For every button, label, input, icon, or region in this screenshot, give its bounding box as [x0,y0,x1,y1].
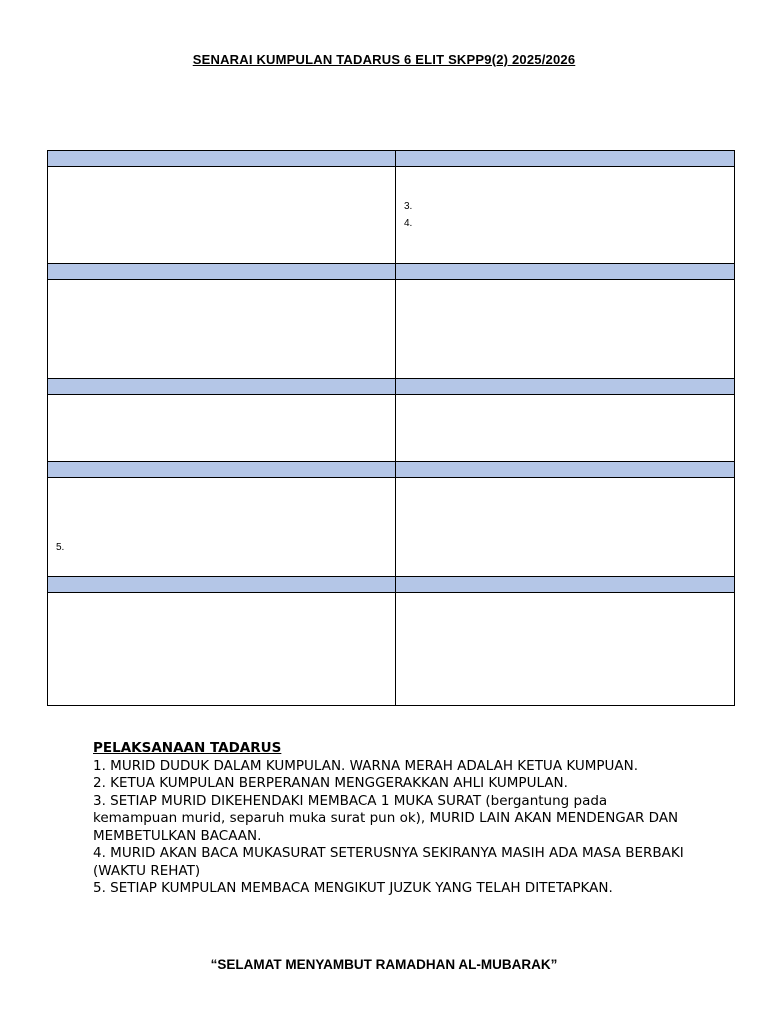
document-title: SENARAI KUMPULAN TADARUS 6 ELIT SKPP9(2) 2025/2026 [192,52,576,67]
group-body-cell [396,478,735,577]
group-header-cell [48,577,396,593]
group-body-row [48,478,735,577]
closing-greeting: “SELAMAT MENYAMBUT RAMADHAN AL-MUBARAK” [210,957,558,972]
group-header-row [48,264,735,280]
group-header-cell [48,462,396,478]
group-body-cell [396,167,735,264]
group-header-cell [48,264,396,280]
instructions-section [93,740,693,898]
group-header-row [48,151,735,167]
group-table [47,150,735,706]
group-header-cell [396,151,735,167]
group-header-row [48,577,735,593]
group-body-cell [396,280,735,379]
instructions-heading: PELAKSANAAN TADARUS [93,740,282,756]
group-body-cell [48,478,396,577]
group-body-row [48,167,735,264]
member-number: 3. [404,201,413,212]
member-number: 5. [56,542,65,553]
group-header-cell [396,462,735,478]
group-header-cell [48,379,396,395]
instruction-item: 2. KETUA KUMPULAN BERPERANAN MENGGERAKKAN AHLI KUMPULAN. [93,775,568,791]
group-header-row [48,462,735,478]
group-header-row [48,379,735,395]
member-number: 4. [404,218,413,229]
group-header-cell [48,151,396,167]
group-body-cell [48,395,396,462]
group-header-cell [396,379,735,395]
group-body-cell [396,593,735,706]
group-body-cell [48,167,396,264]
group-body-row [48,593,735,706]
group-body-cell [396,395,735,462]
instruction-item: 3. SETIAP MURID DIKEHENDAKI MEMBACA 1 MUKA SURAT (bergantung pada kemampuan murid, separuh muka surat pun ok), MURID LAIN AKAN MENDENGAR DAN MEMBETULKAN BACAAN. [93,792,679,844]
instruction-item: 5. SETIAP KUMPULAN MEMBACA MENGIKUT JUZUK YANG TELAH DITETAPKAN. [93,880,613,896]
group-body-cell [48,593,396,706]
group-body-cell [48,280,396,379]
instruction-item: 1. MURID DUDUK DALAM KUMPULAN. WARNA MERAH ADALAH KETUA KUMPUAN. [93,757,639,774]
group-header-cell [396,577,735,593]
instruction-item: 4. MURID AKAN BACA MUKASURAT SETERUSNYA SEKIRANYA MASIH ADA MASA BERBAKI (WAKTU REHAT) [93,845,684,879]
group-body-row [48,395,735,462]
group-header-cell [396,264,735,280]
group-body-row [48,280,735,379]
